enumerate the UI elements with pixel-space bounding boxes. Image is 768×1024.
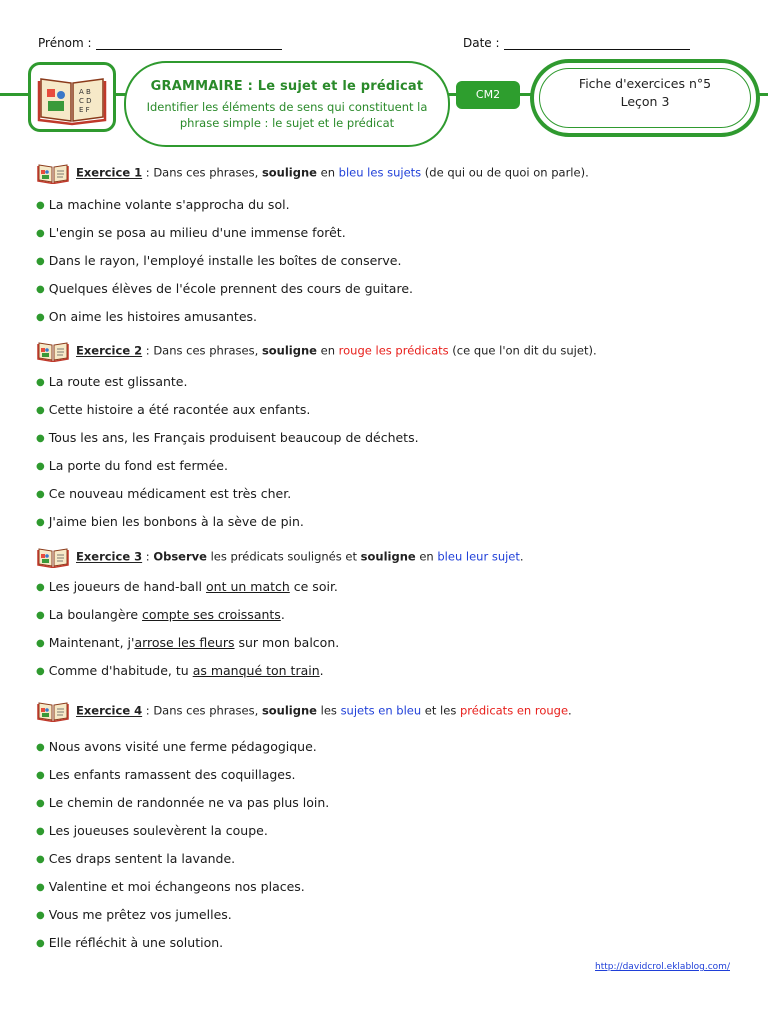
instruction-text: (ce que l'on dit du sujet). xyxy=(448,343,597,358)
bullet-icon: ● xyxy=(36,405,45,416)
exercise-book-icon xyxy=(36,340,70,362)
bullet-icon: ● xyxy=(36,910,45,921)
exercise-4-instruction xyxy=(36,700,572,722)
instruction-text: . xyxy=(568,703,572,718)
bullet-icon: ● xyxy=(36,798,45,809)
instruction-text: en xyxy=(415,549,438,564)
sentence-3-1 xyxy=(36,579,338,594)
bullet-icon: ● xyxy=(36,854,45,865)
instruction-text: et les xyxy=(421,703,460,718)
exercise-3-instruction xyxy=(36,546,524,568)
bullet-icon: ● xyxy=(36,517,45,528)
exercise-title: Exercice 2 xyxy=(76,343,143,358)
bullet-icon: ● xyxy=(36,461,45,472)
instruction-text: en xyxy=(316,343,339,358)
instruction-text: Dans ces phrases, xyxy=(153,343,262,358)
underlined-predicate: as manqué ton train xyxy=(192,663,320,678)
sentence-text: Vous me prêtez vos jumelles. xyxy=(48,907,232,922)
svg-text:E F: E F xyxy=(79,106,90,114)
bullet-icon: ● xyxy=(36,666,45,677)
sentence-text: Ces draps sentent la lavande. xyxy=(48,851,236,866)
bullet-icon: ● xyxy=(36,938,45,949)
exercise-title: Exercice 1 xyxy=(76,165,143,180)
instruction-blue: bleu les sujets xyxy=(338,165,422,180)
bullet-icon: ● xyxy=(36,433,45,444)
site-link[interactable]: http://davidcrol.eklablog.com/ xyxy=(595,962,730,972)
date-field xyxy=(463,36,690,50)
sentence-2-2 xyxy=(36,402,310,417)
instruction-verb: Observe xyxy=(153,549,207,564)
sentence-2-1 xyxy=(36,374,187,389)
sentence-text: La machine volante s'approcha du sol. xyxy=(48,197,290,212)
date-label: Date : xyxy=(463,36,500,50)
page-subtitle: Identifier les éléments de sens qui constituent la phrase simple : le sujet et le prédicat xyxy=(146,100,428,130)
sentence-text: On aime les histoires amusantes. xyxy=(48,309,257,324)
bullet-icon: ● xyxy=(36,256,45,267)
sentence-2-5 xyxy=(36,486,291,501)
lecon-number: Leçon 3 xyxy=(620,94,670,109)
exercise-1-instruction xyxy=(36,162,589,184)
sentence-1-1 xyxy=(36,197,290,212)
sentence-3-4 xyxy=(36,663,324,678)
colon: : xyxy=(142,165,154,180)
instruction-verb: souligne xyxy=(360,549,416,564)
level-badge: CM2 xyxy=(456,81,520,109)
open-book-icon xyxy=(31,65,113,129)
sentence-text: L'engin se posa au milieu d'une immense forêt. xyxy=(48,225,346,240)
sentence-text: Ce nouveau médicament est très cher. xyxy=(48,486,292,501)
instruction-verb: souligne xyxy=(261,165,317,180)
instruction-verb: souligne xyxy=(261,343,317,358)
sentence-text: La porte du fond est fermée. xyxy=(48,458,228,473)
sentence-2-6 xyxy=(36,514,304,529)
sentence-text: ce soir. xyxy=(289,579,338,594)
instruction-text: les prédicats soulignés et xyxy=(206,549,361,564)
sentence-text: sur mon balcon. xyxy=(234,635,340,650)
bullet-icon: ● xyxy=(36,200,45,211)
bullet-icon: ● xyxy=(36,638,45,649)
sentence-4-4 xyxy=(36,823,268,838)
bullet-icon: ● xyxy=(36,312,45,323)
sentence-4-8 xyxy=(36,935,223,950)
instruction-text: Dans ces phrases, xyxy=(153,165,262,180)
sentence-text: . xyxy=(319,663,324,678)
bullet-icon: ● xyxy=(36,770,45,781)
sentence-text: Les joueurs de hand-ball xyxy=(48,579,206,594)
sentence-1-3 xyxy=(36,253,401,268)
instruction-text: . xyxy=(519,549,524,564)
prenom-label: Prénom : xyxy=(38,36,92,50)
sentence-2-4 xyxy=(36,458,228,473)
title-box xyxy=(124,61,450,147)
bullet-icon: ● xyxy=(36,742,45,753)
bullet-icon: ● xyxy=(36,284,45,295)
instruction-text: en xyxy=(316,165,339,180)
sentence-text: Elle réfléchit à une solution. xyxy=(48,935,224,950)
colon: : xyxy=(142,343,154,358)
sentence-text: Valentine et moi échangeons nos places. xyxy=(48,879,305,894)
sentence-text: Cette histoire a été racontée aux enfants. xyxy=(48,402,311,417)
instruction-red: rouge les prédicats xyxy=(338,343,449,358)
fiche-number: Fiche d'exercices n°5 xyxy=(578,76,712,91)
sentence-text: Comme d'habitude, tu xyxy=(48,663,193,678)
sentence-text: Maintenant, j' xyxy=(48,635,135,650)
sentence-text: . xyxy=(280,607,285,622)
svg-text:A B: A B xyxy=(79,88,91,96)
sentence-text: Les enfants ramassent des coquillages. xyxy=(48,767,296,782)
page-title: GRAMMAIRE : Le sujet et le prédicat xyxy=(150,79,424,94)
prenom-field xyxy=(38,36,282,50)
logo-book xyxy=(28,62,116,132)
bullet-icon: ● xyxy=(36,882,45,893)
sentence-1-2 xyxy=(36,225,346,240)
exercise-book-icon xyxy=(36,546,70,568)
instruction-verb: souligne xyxy=(261,703,317,718)
instruction-text: Dans ces phrases, xyxy=(153,703,262,718)
underlined-predicate: compte ses croissants xyxy=(142,607,281,622)
bullet-icon: ● xyxy=(36,228,45,239)
exercise-book-icon xyxy=(36,162,70,184)
sentence-4-2 xyxy=(36,767,295,782)
sentence-2-3 xyxy=(36,430,419,445)
bullet-icon: ● xyxy=(36,582,45,593)
bullet-icon: ● xyxy=(36,826,45,837)
sentence-text: Tous les ans, les Français produisent beaucoup de déchets. xyxy=(48,430,419,445)
colon: : xyxy=(142,703,154,718)
sentence-1-5 xyxy=(36,309,257,324)
colon: : xyxy=(142,549,154,564)
exercise-title: Exercice 4 xyxy=(76,703,143,718)
bullet-icon: ● xyxy=(36,377,45,388)
underlined-predicate: ont un match xyxy=(206,579,290,594)
sentence-text: Les joueuses soulevèrent la coupe. xyxy=(48,823,268,838)
prenom-blank xyxy=(96,38,282,50)
instruction-blue: bleu leur sujet xyxy=(437,549,520,564)
instruction-red: prédicats en rouge xyxy=(459,703,569,718)
sentence-4-7 xyxy=(36,907,232,922)
sentence-1-4 xyxy=(36,281,413,296)
sentence-text: Nous avons visité une ferme pédagogique. xyxy=(48,739,317,754)
fiche-box xyxy=(530,59,760,137)
instruction-text: (de qui ou de quoi on parle). xyxy=(421,165,589,180)
instruction-text: les xyxy=(316,703,341,718)
sentence-4-6 xyxy=(36,879,305,894)
sentence-4-5 xyxy=(36,851,235,866)
sentence-4-3 xyxy=(36,795,329,810)
sentence-text: Quelques élèves de l'école prennent des cours de guitare. xyxy=(48,281,413,296)
sentence-text: Dans le rayon, l'employé installe les boîtes de conserve. xyxy=(48,253,402,268)
sentence-text: La boulangère xyxy=(48,607,143,622)
underlined-predicate: arrose les fleurs xyxy=(134,635,235,650)
sentence-4-1 xyxy=(36,739,317,754)
exercise-title: Exercice 3 xyxy=(76,549,143,564)
sentence-3-3 xyxy=(36,635,339,650)
sentence-text: J'aime bien les bonbons à la sève de pin. xyxy=(48,514,304,529)
sentence-text: La route est glissante. xyxy=(48,374,188,389)
sentence-3-2 xyxy=(36,607,285,622)
instruction-blue: sujets en bleu xyxy=(340,703,422,718)
exercise-2-instruction xyxy=(36,340,597,362)
svg-text:C D: C D xyxy=(79,97,92,105)
exercise-book-icon xyxy=(36,700,70,722)
bullet-icon: ● xyxy=(36,610,45,621)
date-blank xyxy=(504,38,690,50)
sentence-text: Le chemin de randonnée ne va pas plus loin. xyxy=(48,795,330,810)
bullet-icon: ● xyxy=(36,489,45,500)
